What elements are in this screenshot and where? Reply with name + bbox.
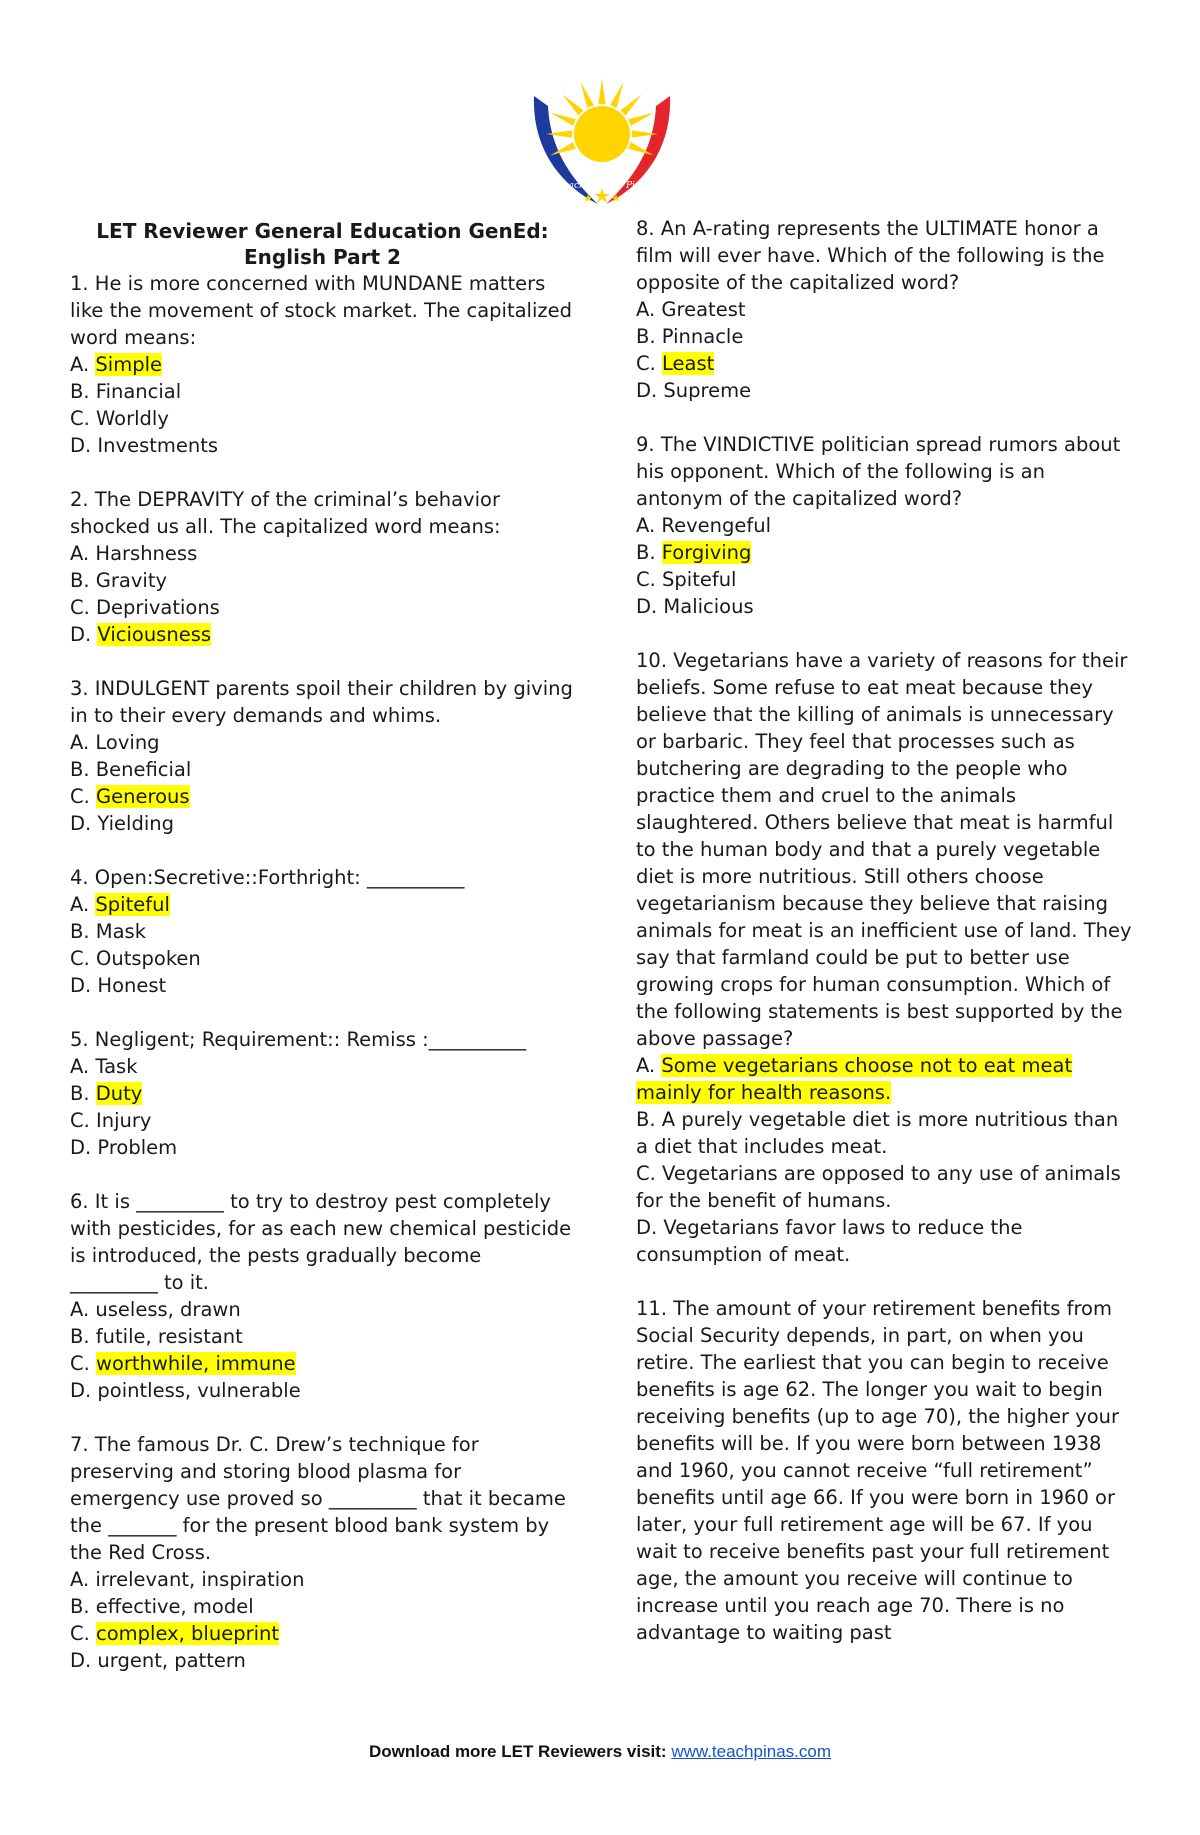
answer-option	[636, 1160, 1136, 1214]
answer-option	[70, 1323, 575, 1350]
option-letter: A.	[70, 1298, 96, 1321]
answer-option	[70, 540, 575, 567]
option-text: useless, drawn	[95, 1298, 241, 1321]
highlighted-answer: Least	[662, 352, 715, 375]
answer-option	[70, 783, 575, 810]
answer-option	[70, 621, 575, 648]
right-questions-list	[636, 215, 1136, 1646]
option-letter: B.	[70, 758, 96, 781]
option-text: Malicious	[663, 595, 754, 618]
option-letter: A.	[70, 1055, 96, 1078]
highlighted-answer: Viciousness	[97, 623, 212, 646]
question-block	[70, 1026, 575, 1161]
option-letter: D.	[70, 434, 98, 457]
question-stem: 6. It is _________ to try to destroy pest completely with pesticides, for as each new chemical pesticide is introduced, the pests gradually become _________ to it.	[70, 1190, 572, 1294]
answer-option	[70, 810, 575, 837]
teachpinas-logo	[528, 76, 676, 208]
option-text: Greatest	[661, 298, 746, 321]
option-letter: D.	[70, 1649, 98, 1672]
answer-option	[70, 378, 575, 405]
option-letter: B.	[70, 1082, 96, 1105]
question-block	[636, 215, 1136, 404]
option-letter: A.	[70, 731, 96, 754]
option-letter: B.	[70, 569, 96, 592]
option-letter: B.	[636, 1108, 662, 1131]
option-letter: C.	[70, 785, 97, 808]
answer-option	[636, 593, 1136, 620]
option-letter: A.	[70, 1568, 96, 1591]
option-text: Beneficial	[95, 758, 192, 781]
question-stem: 11. The amount of your retirement benefits from Social Security depends, in part, on when you retire. The earliest that you can begin to receive benefits is age 62. The longer you wait to begin receiving benefits (up to age 70), the higher your benefits will be. If you were born between 1938 and 1960, you cannot receive “full retirement” benefits until age 66. If you were born in 1960 or later, your full retirement age will be 67. If you wait to receive benefits past your full retirement age, the amount you receive will continue to increase until you reach age 70. There is no advantage to waiting past	[636, 1297, 1120, 1644]
question-stem: 9. The VINDICTIVE politician spread rumors about his opponent. Which of the following is an antonym of the capitalized word?	[636, 433, 1121, 510]
answer-option	[70, 918, 575, 945]
option-letter: A.	[636, 298, 662, 321]
option-letter: D.	[70, 1136, 98, 1159]
answer-option	[636, 512, 1136, 539]
option-letter: C.	[636, 352, 663, 375]
option-letter: C.	[70, 1622, 97, 1645]
answer-option	[70, 1620, 575, 1647]
option-letter: D.	[636, 595, 664, 618]
answer-option	[636, 1214, 1136, 1268]
option-text: Problem	[97, 1136, 178, 1159]
option-letter: B.	[70, 1595, 96, 1618]
svg-text:Teach: Teach	[558, 181, 585, 191]
answer-option	[636, 350, 1136, 377]
option-letter: D.	[70, 812, 98, 835]
highlighted-answer: Spiteful	[95, 893, 170, 916]
answer-option	[70, 1080, 575, 1107]
question-stem: 2. The DEPRAVITY of the criminal’s behavior shocked us all. The capitalized word means:	[70, 488, 501, 538]
answer-option	[636, 539, 1136, 566]
question-block	[70, 486, 575, 648]
option-letter: B.	[70, 380, 96, 403]
left-questions-list	[70, 270, 575, 1674]
option-letter: D.	[70, 1379, 98, 1402]
option-text: effective, model	[95, 1595, 254, 1618]
question-stem: 8. An A-rating represents the ULTIMATE honor a film will ever have. Which of the following is the opposite of the capitalized word?	[636, 217, 1105, 294]
option-letter: D.	[70, 974, 98, 997]
question-stem: 5. Negligent; Requirement:: Remiss :__________	[70, 1028, 527, 1051]
option-letter: C.	[636, 1162, 663, 1185]
footer-prefix: Download more LET Reviewers visit:	[369, 1742, 672, 1761]
answer-option	[70, 1566, 575, 1593]
answer-option	[70, 1134, 575, 1161]
answer-option	[70, 567, 575, 594]
answer-option	[70, 351, 575, 378]
option-letter: C.	[70, 596, 97, 619]
question-block	[70, 270, 575, 459]
option-text: Task	[95, 1055, 138, 1078]
option-text: Vegetarians are opposed to any use of animals for the benefit of humans.	[636, 1162, 1121, 1212]
answer-option	[70, 1350, 575, 1377]
option-letter: B.	[70, 1325, 96, 1348]
answer-option	[70, 945, 575, 972]
option-letter: B.	[636, 541, 662, 564]
highlighted-answer: Forgiving	[661, 541, 752, 564]
highlighted-answer: Duty	[95, 1082, 143, 1105]
option-letter: D.	[636, 379, 664, 402]
svg-text:Pinas: Pinas	[626, 181, 651, 191]
option-letter: C.	[70, 1352, 97, 1375]
question-stem: 1. He is more concerned with MUNDANE matters like the movement of stock market. The capitalized word means:	[70, 272, 573, 349]
option-text: A purely vegetable diet is more nutritious than a diet that includes meat.	[636, 1108, 1119, 1158]
option-letter: A.	[636, 1054, 662, 1077]
answer-option	[70, 972, 575, 999]
question-block	[70, 1188, 575, 1404]
answer-option	[70, 432, 575, 459]
question-block	[636, 647, 1136, 1268]
option-letter: B.	[636, 325, 662, 348]
option-letter: A.	[70, 893, 96, 916]
footer	[0, 1742, 1200, 1762]
option-text: Vegetarians favor laws to reduce the consumption of meat.	[636, 1216, 1023, 1266]
answer-option	[70, 1053, 575, 1080]
option-letter: A.	[70, 353, 96, 376]
answer-option	[70, 729, 575, 756]
page-title: LET Reviewer General Education GenEd: English Part 2	[96, 219, 549, 269]
option-letter: C.	[70, 1109, 97, 1132]
option-text: Yielding	[97, 812, 175, 835]
option-text: irrelevant, inspiration	[95, 1568, 305, 1591]
answer-option	[636, 1106, 1136, 1160]
option-text: Mask	[95, 920, 147, 943]
answer-option	[636, 296, 1136, 323]
question-block	[70, 1431, 575, 1674]
question-block	[636, 1295, 1136, 1646]
highlighted-answer: Generous	[96, 785, 190, 808]
answer-option	[70, 594, 575, 621]
option-text: pointless, vulnerable	[97, 1379, 301, 1402]
option-text: urgent, pattern	[97, 1649, 246, 1672]
question-block	[70, 864, 575, 999]
answer-option	[636, 566, 1136, 593]
answer-option	[636, 377, 1136, 404]
option-letter: C.	[70, 407, 97, 430]
question-stem: 4. Open:Secretive::Forthright: __________	[70, 866, 465, 889]
option-text: Loving	[95, 731, 160, 754]
right-column	[636, 218, 1136, 1673]
left-column	[70, 218, 575, 1701]
option-text: futile, resistant	[95, 1325, 243, 1348]
answer-option	[70, 1647, 575, 1674]
highlighted-answer: Some vegetarians choose not to eat meat mainly for health reasons.	[636, 1054, 1073, 1104]
teachpinas-link[interactable]: www.teachpinas.com	[671, 1742, 831, 1761]
answer-option	[70, 405, 575, 432]
answer-option	[70, 1593, 575, 1620]
option-letter: A.	[70, 542, 96, 565]
highlighted-answer: complex, blueprint	[96, 1622, 280, 1645]
answer-option	[70, 1107, 575, 1134]
question-stem: 7. The famous Dr. C. Drew’s technique for preserving and storing blood plasma for emergency use proved so _________ that it became the _______ for the present blood bank system by the Red Cross.	[70, 1433, 566, 1564]
option-text: Honest	[97, 974, 167, 997]
question-block	[636, 431, 1136, 620]
option-letter: D.	[70, 623, 98, 646]
option-text: Gravity	[95, 569, 168, 592]
option-text: Revengeful	[661, 514, 771, 537]
option-letter: C.	[70, 947, 97, 970]
answer-option	[636, 1052, 1136, 1106]
answer-option	[70, 891, 575, 918]
option-text: Worldly	[96, 407, 169, 430]
option-text: Pinnacle	[661, 325, 744, 348]
answer-option	[70, 1377, 575, 1404]
option-text: Deprivations	[96, 596, 220, 619]
highlighted-answer: Simple	[95, 353, 162, 376]
answer-option	[70, 756, 575, 783]
option-text: Financial	[95, 380, 182, 403]
option-text: Investments	[97, 434, 219, 457]
question-stem: 10. Vegetarians have a variety of reasons for their beliefs. Some refuse to eat meat because they believe that the killing of animals is unnecessary or barbaric. They feel that processes such as butchering are degrading to the people who practice them and cruel to the animals slaughtered. Others believe that meat is harmful to the human body and that a purely vegetable diet is more nutritious. Still others choose vegetarianism because they believe that raising animals for meat is an inefficient use of land. They say that farmland could be put to better use growing crops for human consumption. Which of the following statements is best supported by the above passage?	[636, 649, 1132, 1050]
option-letter: B.	[70, 920, 96, 943]
option-letter: A.	[636, 514, 662, 537]
option-text: Outspoken	[96, 947, 201, 970]
answer-option	[636, 323, 1136, 350]
option-text: Injury	[96, 1109, 152, 1132]
option-text: Spiteful	[662, 568, 737, 591]
question-stem: 3. INDULGENT parents spoil their children by giving in to their every demands and whims.	[70, 677, 573, 727]
answer-option	[70, 1296, 575, 1323]
option-text: Supreme	[663, 379, 752, 402]
highlighted-answer: worthwhile, immune	[96, 1352, 296, 1375]
option-letter: D.	[636, 1216, 664, 1239]
option-text: Harshness	[95, 542, 198, 565]
question-block	[70, 675, 575, 837]
option-letter: C.	[636, 568, 663, 591]
